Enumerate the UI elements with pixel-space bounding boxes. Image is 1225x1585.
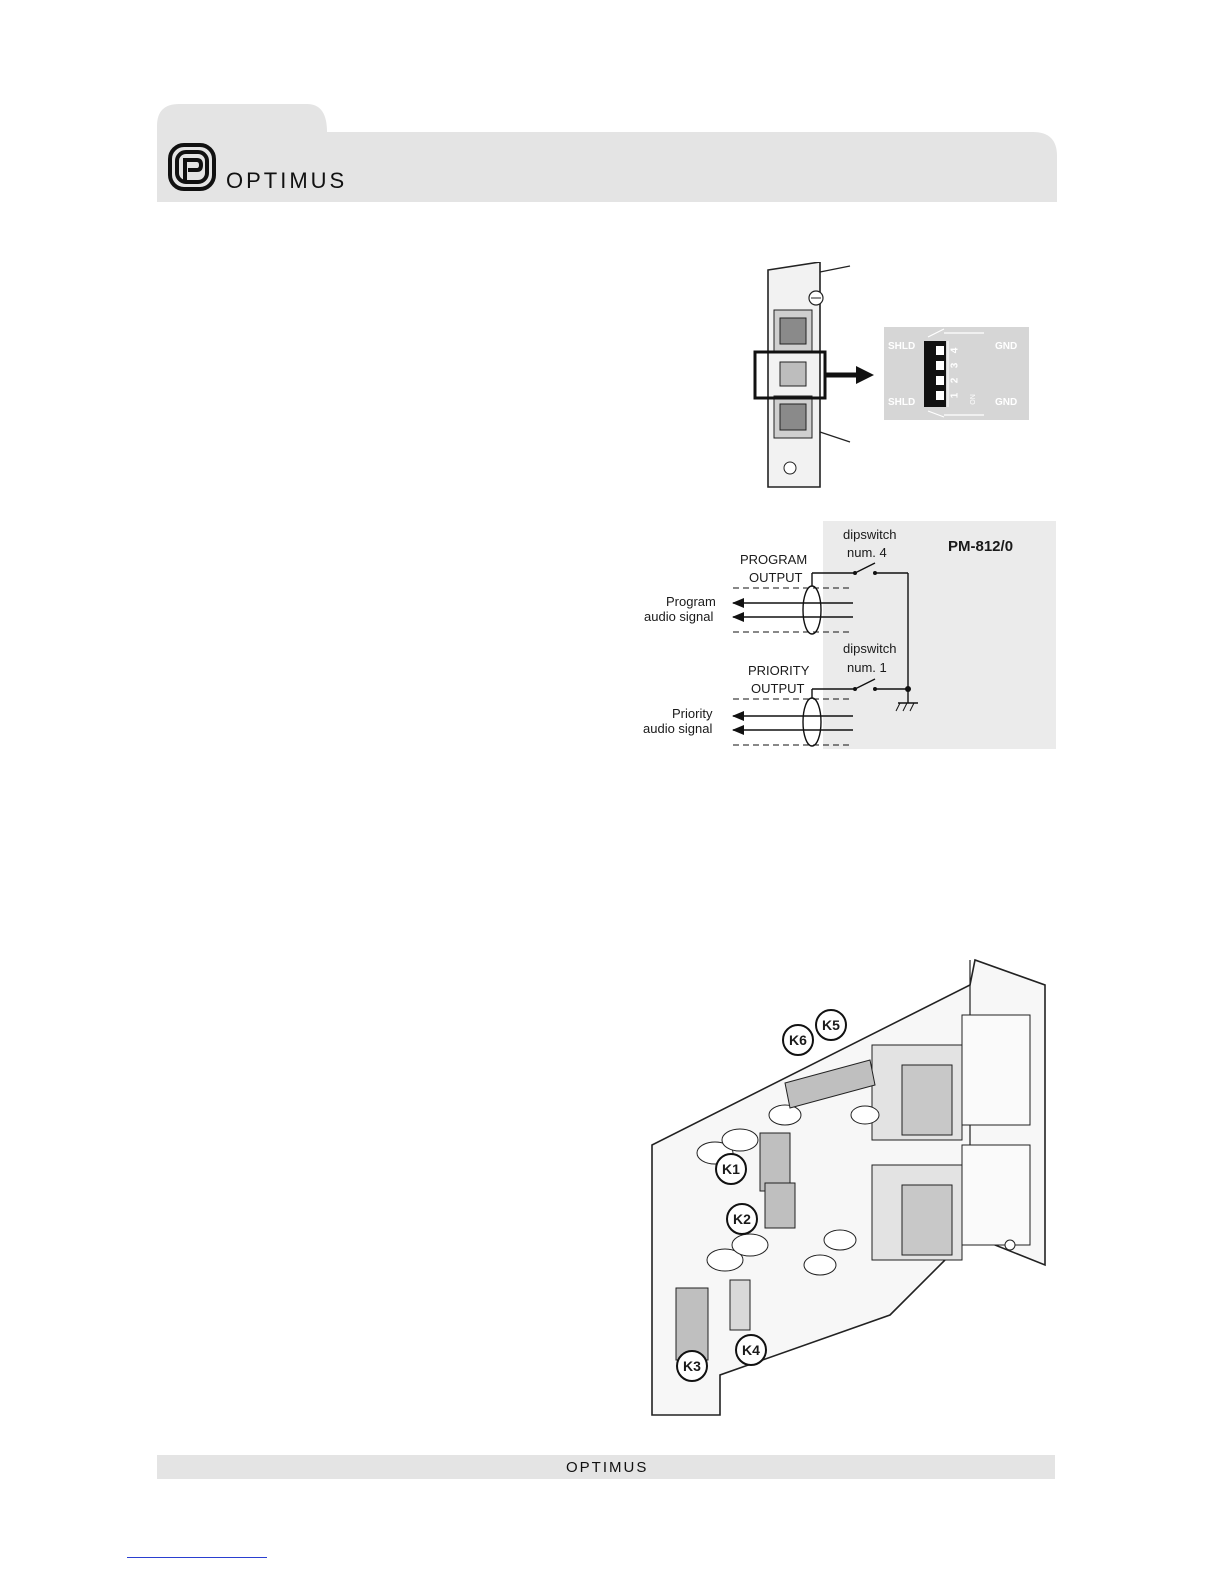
header-brand: OPTIMUS <box>226 168 348 193</box>
program-signal-label-line1: Program <box>666 594 716 609</box>
connector-label-k1-text: K1 <box>722 1161 740 1177</box>
circuit-board-figure <box>640 935 1060 1425</box>
connector-label-k5-text: K5 <box>822 1017 840 1033</box>
switch-number-3: 3 <box>949 362 961 369</box>
gnd-top-label: GND <box>995 341 1018 352</box>
optimus-logo-icon <box>168 143 216 196</box>
switch-number-1: 1 <box>949 392 961 399</box>
switch-number-4: 4 <box>949 347 961 354</box>
connector-label-k6 <box>782 1024 814 1056</box>
schematic-model-label: PM-812/0 <box>948 538 1014 555</box>
on-label: ON <box>969 394 977 405</box>
connector-label-k4 <box>735 1334 767 1366</box>
priority-signal-label-line2: audio signal <box>643 721 713 736</box>
switch1-label-line1: dipswitch <box>843 641 897 656</box>
connector-label-k2 <box>726 1203 758 1235</box>
priority-output-label-line2: OUTPUT <box>751 681 805 696</box>
priority-output-label-line1: PRIORITY <box>748 663 810 678</box>
switch4-label-line1: dipswitch <box>843 527 897 542</box>
connector-label-k1 <box>715 1153 747 1185</box>
connector-label-k2-text: K2 <box>733 1211 751 1227</box>
program-signal-label-line2: audio signal <box>644 609 714 624</box>
switch-number-2: 2 <box>949 377 961 384</box>
program-output-label-line1: PROGRAM <box>740 552 808 567</box>
shld-bottom-label: SHLD <box>888 397 916 408</box>
switch4-label-line2: num. 4 <box>847 545 887 560</box>
circuit-board-drawing <box>640 935 1060 1425</box>
footnote-rule <box>127 1557 267 1558</box>
shld-top-label: SHLD <box>888 341 916 352</box>
connector-label-k6-text: K6 <box>789 1032 807 1048</box>
connector-label-k5 <box>815 1009 847 1041</box>
gnd-bottom-label: GND <box>995 397 1018 408</box>
connector-label-k3 <box>676 1350 708 1382</box>
footer-brand: OPTIMUS <box>566 1459 649 1476</box>
switch1-label-line2: num. 1 <box>847 660 887 675</box>
program-output-label-line2: OUTPUT <box>749 570 803 585</box>
priority-signal-label-line1: Priority <box>672 706 713 721</box>
connector-label-k3-text: K3 <box>683 1358 701 1374</box>
connector-label-k4-text: K4 <box>742 1342 760 1358</box>
